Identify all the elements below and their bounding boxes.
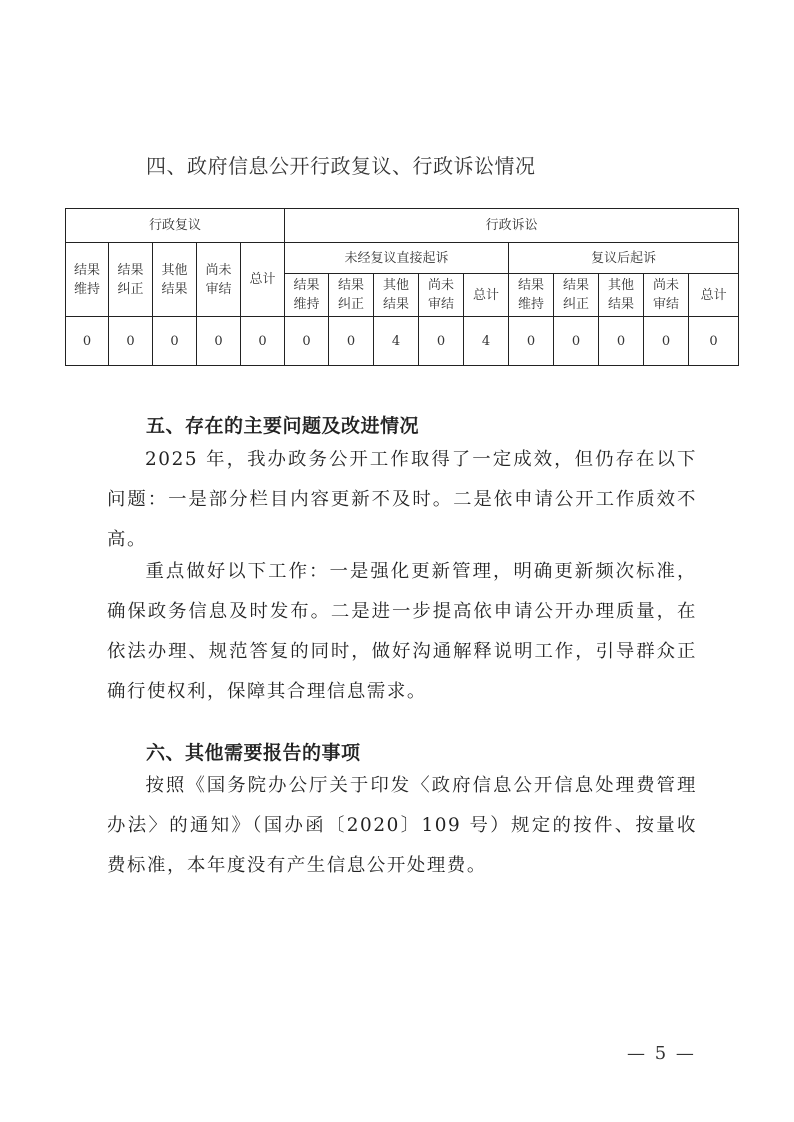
section-6-paragraph-1 (107, 766, 697, 886)
paragraph-text: 按照《国务院办公厅关于印发〈政府信息公开信息处理费管理办法〉的通知》（国办函〔2020〕109 号）规定的按件、按量收费标准，本年度没有产生信息公开处理费。 (107, 775, 697, 876)
after-review-col-header: 尚未 审结 (644, 274, 689, 317)
section-5-paragraph-2 (107, 552, 697, 712)
after-review-col-header-total: 总计 (689, 274, 739, 317)
direct-col-header: 尚未 审结 (419, 274, 464, 317)
header-direct-litigation: 未经复议直接起诉 (285, 243, 509, 274)
paragraph-text: 重点做好以下工作：一是强化更新管理，明确更新频次标准，确保政务信息及时发布。二是进一步提高依申请公开办理质量，在依法办理、规范答复的同时，做好沟通解释说明工作，引导群众正确行使权利，保障其合理信息需求。 (107, 561, 697, 702)
review-col-header-total: 总计 (241, 243, 285, 317)
table-cell: 0 (554, 317, 599, 366)
review-col-header: 结果 纠正 (109, 243, 153, 317)
table-cell: 0 (66, 317, 109, 366)
table-cell: 0 (197, 317, 241, 366)
section-4-heading: 四、政府信息公开行政复议、行政诉讼情况 (146, 154, 536, 178)
review-col-header: 结果 维持 (66, 243, 109, 317)
table-cell: 0 (644, 317, 689, 366)
direct-col-header-total: 总计 (464, 274, 509, 317)
table-cell: 0 (509, 317, 554, 366)
header-administrative-litigation: 行政诉讼 (285, 209, 739, 243)
review-col-header: 其他 结果 (153, 243, 197, 317)
table-row (66, 317, 739, 366)
table-cell: 0 (285, 317, 329, 366)
table-cell: 0 (153, 317, 197, 366)
after-review-col-header: 结果 维持 (509, 274, 554, 317)
review-col-header: 尚未 审结 (197, 243, 241, 317)
table-cell: 0 (419, 317, 464, 366)
direct-col-header: 结果 维持 (285, 274, 329, 317)
section-5-heading: 五、存在的主要问题及改进情况 (146, 415, 420, 437)
after-review-col-header: 结果 纠正 (554, 274, 599, 317)
table-cell: 0 (109, 317, 153, 366)
page-number: — 5 — (627, 1043, 696, 1064)
header-administrative-review: 行政复议 (66, 209, 285, 243)
after-review-col-header: 其他 结果 (599, 274, 644, 317)
direct-col-header: 结果 纠正 (329, 274, 374, 317)
table-cell: 0 (329, 317, 374, 366)
review-litigation-table (65, 208, 739, 366)
table-cell: 0 (689, 317, 739, 366)
direct-col-header: 其他 结果 (374, 274, 419, 317)
table-cell: 0 (599, 317, 644, 366)
table-cell: 4 (374, 317, 419, 366)
section-6-heading: 六、其他需要报告的事项 (146, 742, 361, 764)
header-litigation-after-review: 复议后起诉 (509, 243, 739, 274)
table-cell: 4 (464, 317, 509, 366)
table-cell: 0 (241, 317, 285, 366)
paragraph-text: 2025 年，我办政务公开工作取得了一定成效，但仍存在以下问题：一是部分栏目内容更新不及时。二是依申请公开工作质效不高。 (107, 449, 697, 550)
section-5-paragraph-1 (107, 440, 697, 560)
